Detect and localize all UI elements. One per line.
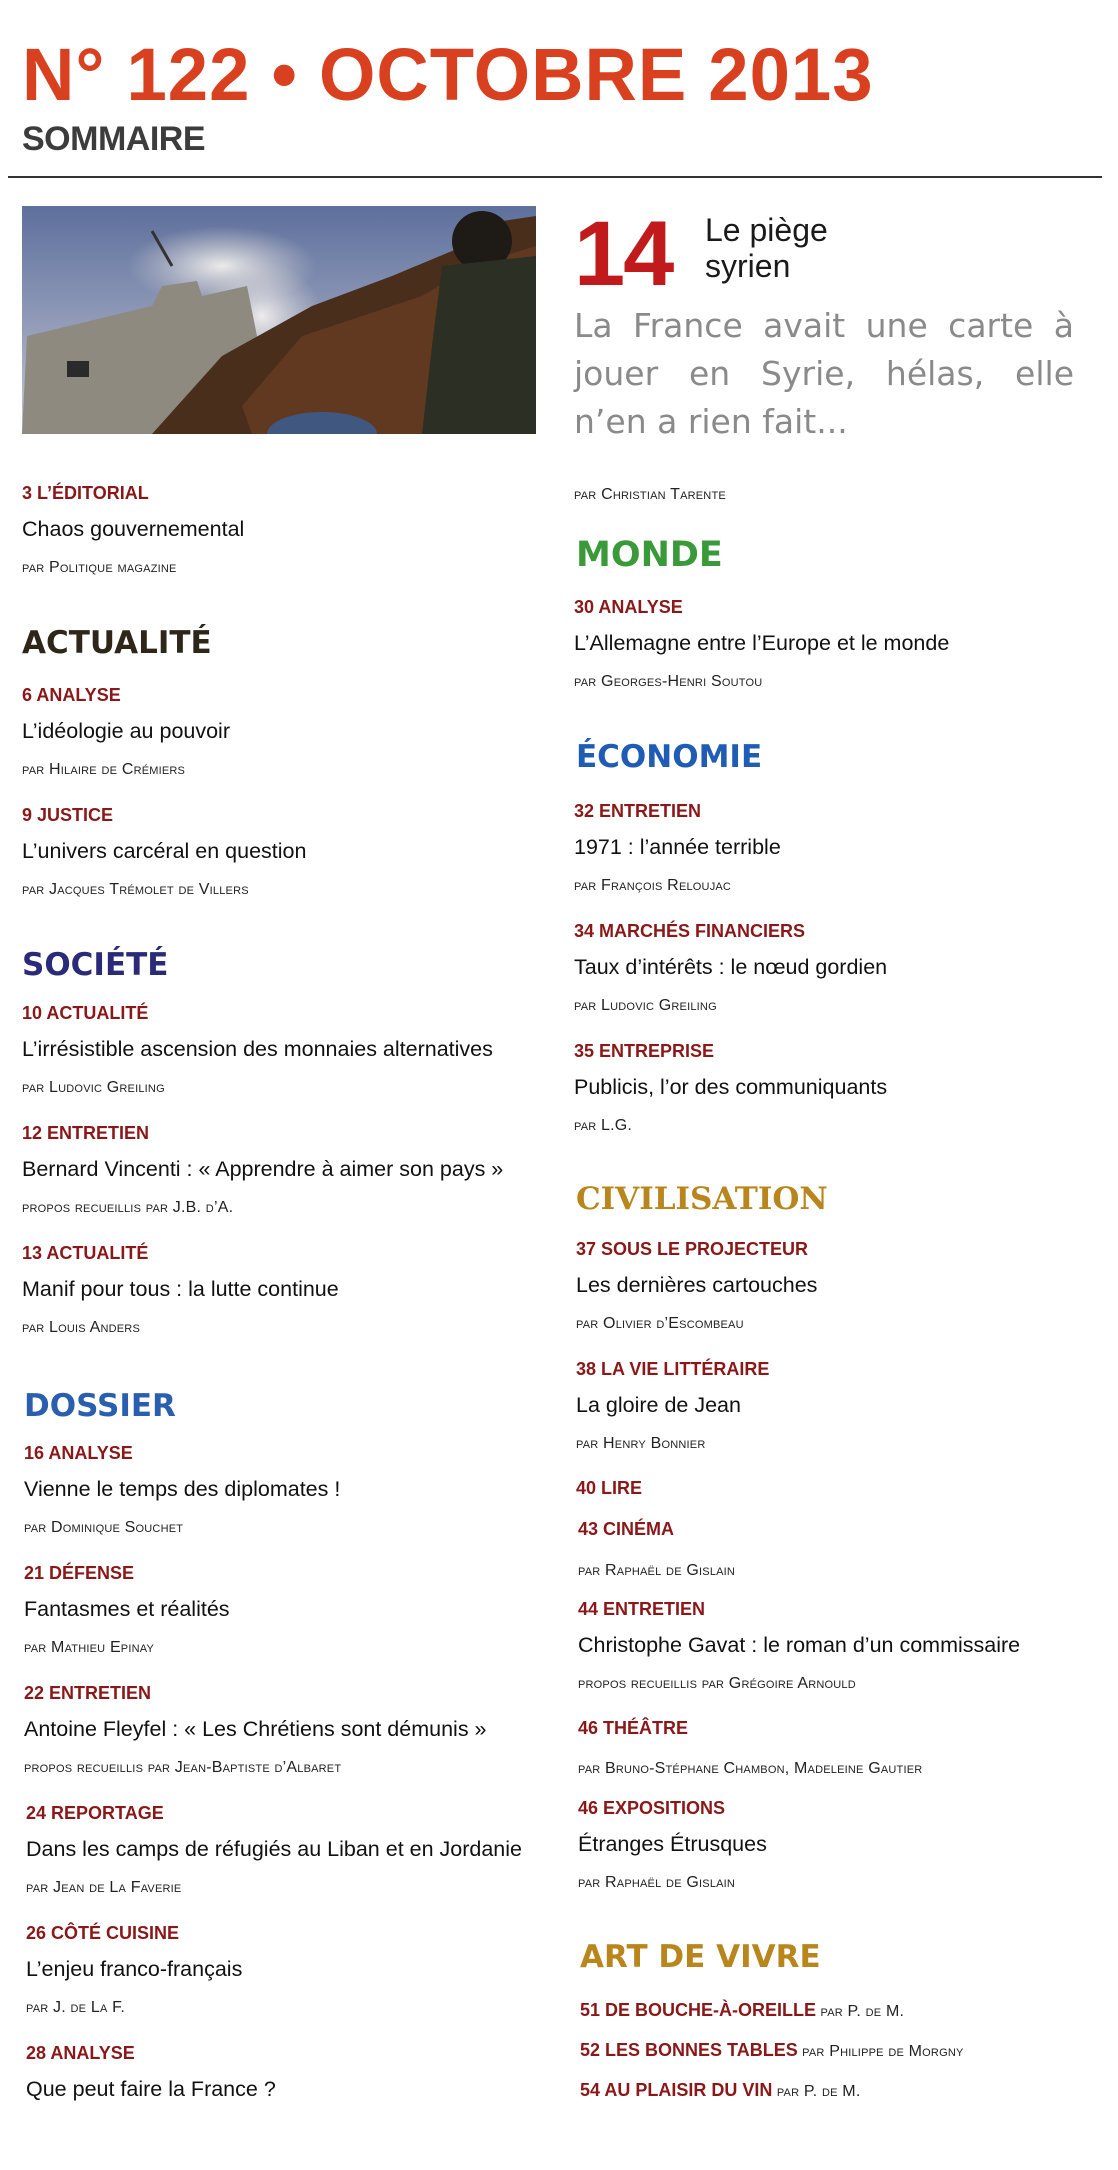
- article-title[interactable]: L’univers carcéral en question: [22, 839, 307, 863]
- section-heading-actualite: ACTUALITÉ: [22, 625, 212, 661]
- toc-entry[interactable]: [574, 598, 949, 690]
- article-author: par Dominique Souchet: [24, 1518, 184, 1536]
- article-title[interactable]: Chaos gouvernemental: [22, 517, 245, 541]
- article-title[interactable]: La gloire de Jean: [576, 1393, 741, 1417]
- rubric: 3 L’ÉDITORIAL: [22, 483, 149, 503]
- rubric: 54 AU PLAISIR DU VIN: [580, 2080, 773, 2100]
- toc-entry[interactable]: [24, 1564, 230, 1656]
- rubric: 6 ANALYSE: [22, 685, 121, 705]
- page-subtitle: SOMMAIRE: [22, 120, 205, 158]
- rubric: 51 DE BOUCHE-À-OREILLE: [580, 2000, 817, 2020]
- featured-lead: La France avait une carte à jouer en Syrie, hélas, elle n’en a rien fait...: [574, 306, 1074, 441]
- toc-entry[interactable]: [22, 806, 306, 898]
- rubric: 9 JUSTICE: [22, 805, 114, 825]
- section-heading-art-de-vivre: ART DE VIVRE: [580, 1939, 821, 1975]
- featured-title[interactable]: Le piège syrien: [705, 212, 828, 284]
- featured-photo: [22, 206, 536, 434]
- featured-page-number: 14: [574, 203, 673, 305]
- article-author: par Olivier d’Escombeau: [576, 1314, 744, 1332]
- article-author: par François Reloujac: [574, 876, 732, 894]
- article-title[interactable]: 1971 : l’année terrible: [574, 835, 781, 859]
- toc-entry[interactable]: [576, 1240, 817, 1332]
- section-heading-economie: ÉCONOMIE: [576, 739, 763, 775]
- toc-entry[interactable]: [22, 1244, 339, 1336]
- featured-author: [574, 487, 726, 503]
- toc-entry[interactable]: [574, 922, 887, 1014]
- article-title[interactable]: Les dernières cartouches: [576, 1273, 818, 1297]
- rubric: 26 CÔTÉ CUISINE: [26, 1923, 180, 1943]
- toc-entry[interactable]: [24, 1444, 340, 1536]
- article-title[interactable]: L’irrésistible ascension des monnaies alternatives: [22, 1037, 493, 1061]
- article-title[interactable]: Dans les camps de réfugiés au Liban et en Jordanie: [26, 1837, 523, 1861]
- rubric: 52 LES BONNES TABLES: [580, 2040, 798, 2060]
- article-title[interactable]: Taux d’intérêts : le nœud gordien: [574, 955, 888, 979]
- article-title[interactable]: Étranges Étrusques: [578, 1832, 767, 1856]
- section-heading-civilisation: CIVILISATION: [576, 1181, 828, 1217]
- rubric: 34 MARCHÉS FINANCIERS: [574, 921, 806, 941]
- article-author: par Raphaël de Gislain: [578, 1873, 736, 1891]
- article-author: par Georges-Henri Soutou: [574, 672, 763, 690]
- toc-entry[interactable]: [578, 1600, 1020, 1692]
- author-name: Christian Tarente: [601, 486, 726, 503]
- toc-entry[interactable]: [22, 1004, 493, 1096]
- rubric: 21 DÉFENSE: [24, 1563, 135, 1583]
- article-author: par Philippe de Morgny: [802, 2043, 964, 2060]
- rubric: 24 REPORTAGE: [26, 1803, 164, 1823]
- article-author: par Mathieu Epinay: [24, 1638, 155, 1656]
- toc-entry[interactable]: [574, 802, 781, 894]
- toc-entry[interactable]: [26, 1924, 242, 2016]
- article-author: par Hilaire de Crémiers: [22, 760, 186, 778]
- article-author: par L.G.: [574, 1116, 633, 1134]
- article-author: par Louis Anders: [22, 1318, 140, 1336]
- article-title[interactable]: L’enjeu franco-français: [26, 1957, 243, 1981]
- toc-entry[interactable]: [24, 1684, 487, 1776]
- toc-entry[interactable]: [580, 2001, 904, 2020]
- toc-entry[interactable]: [576, 1360, 769, 1452]
- rubric: 28 ANALYSE: [26, 2043, 135, 2063]
- rubric: 43 CINÉMA: [578, 1519, 675, 1539]
- war-scene-photo: [22, 206, 536, 434]
- toc-entry[interactable]: [578, 1520, 735, 1579]
- rubric: 30 ANALYSE: [574, 597, 683, 617]
- article-title[interactable]: L’idéologie au pouvoir: [22, 719, 230, 743]
- section-heading-monde: MONDE: [576, 535, 723, 575]
- article-author: par Politique magazine: [22, 558, 177, 576]
- rubric: 13 ACTUALITÉ: [22, 1243, 149, 1263]
- rubric: 46 EXPOSITIONS: [578, 1798, 726, 1818]
- article-title[interactable]: Antoine Fleyfel : « Les Chrétiens sont démunis »: [24, 1717, 487, 1741]
- rubric: 46 THÉÂTRE: [578, 1718, 689, 1738]
- article-author: par Henry Bonnier: [576, 1434, 706, 1452]
- article-title[interactable]: Publicis, l’or des communiquants: [574, 1075, 888, 1099]
- rubric: 12 ENTRETIEN: [22, 1123, 150, 1143]
- toc-entry[interactable]: [580, 2041, 964, 2060]
- article-author: par Raphaël de Gislain: [578, 1562, 736, 1579]
- article-author: par Jacques Trémolet de Villers: [22, 880, 249, 898]
- rubric: 32 ENTRETIEN: [574, 801, 702, 821]
- rubric: 38 LA VIE LITTÉRAIRE: [576, 1359, 770, 1379]
- rubric: 10 ACTUALITÉ: [22, 1003, 149, 1023]
- section-heading-dossier: DOSSIER: [24, 1388, 176, 1424]
- author-prefix: par: [574, 486, 597, 503]
- editorial-entry[interactable]: [22, 484, 244, 576]
- article-author: par P. de M.: [776, 2083, 861, 2100]
- article-author: propos recueillis par Jean-Baptiste d’Albaret: [24, 1758, 342, 1776]
- toc-entry[interactable]: [26, 1804, 522, 1896]
- rubric: 22 ENTRETIEN: [24, 1683, 152, 1703]
- article-author: par Bruno-Stéphane Chambon, Madeleine Gautier: [578, 1760, 923, 1777]
- toc-entry[interactable]: [22, 686, 230, 778]
- rubric: 37 SOUS LE PROJECTEUR: [576, 1239, 809, 1259]
- article-author: propos recueillis par J.B. d’A.: [22, 1198, 234, 1216]
- article-author: par Jean de La Faverie: [26, 1878, 182, 1896]
- section-heading-societe: SOCIÉTÉ: [22, 947, 169, 983]
- article-title[interactable]: Christophe Gavat : le roman d’un commissaire: [578, 1633, 1021, 1657]
- article-author: par P. de M.: [820, 2003, 905, 2020]
- rubric: 35 ENTREPRISE: [574, 1041, 715, 1061]
- toc-entry[interactable]: [578, 1719, 922, 1777]
- rubric: 44 ENTRETIEN: [578, 1599, 706, 1619]
- toc-entry[interactable]: [26, 2044, 276, 2101]
- article-title[interactable]: Fantasmes et réalités: [24, 1597, 230, 1621]
- toc-entry[interactable]: [580, 2081, 860, 2100]
- toc-entry[interactable]: [574, 1042, 887, 1134]
- toc-entry[interactable]: [576, 1479, 642, 1497]
- article-author: propos recueillis par Grégoire Arnould: [578, 1674, 856, 1692]
- article-title[interactable]: Vienne le temps des diplomates !: [24, 1477, 341, 1501]
- header-divider: [8, 176, 1102, 178]
- article-title[interactable]: Bernard Vincenti : « Apprendre à aimer son pays »: [22, 1157, 504, 1181]
- article-title[interactable]: Que peut faire la France ?: [26, 2077, 276, 2101]
- article-author: par J. de La F.: [26, 1998, 125, 2016]
- rubric: 40 LIRE: [576, 1478, 643, 1498]
- rubric: 16 ANALYSE: [24, 1443, 133, 1463]
- article-title[interactable]: Manif pour tous : la lutte continue: [22, 1277, 339, 1301]
- issue-title: N° 122 • OCTOBRE 2013: [22, 33, 874, 116]
- toc-entry[interactable]: [578, 1799, 767, 1891]
- toc-entry[interactable]: [22, 1124, 503, 1216]
- article-author: par Ludovic Greiling: [574, 996, 717, 1014]
- article-title[interactable]: L’Allemagne entre l’Europe et le monde: [574, 631, 950, 655]
- article-author: par Ludovic Greiling: [22, 1078, 165, 1096]
